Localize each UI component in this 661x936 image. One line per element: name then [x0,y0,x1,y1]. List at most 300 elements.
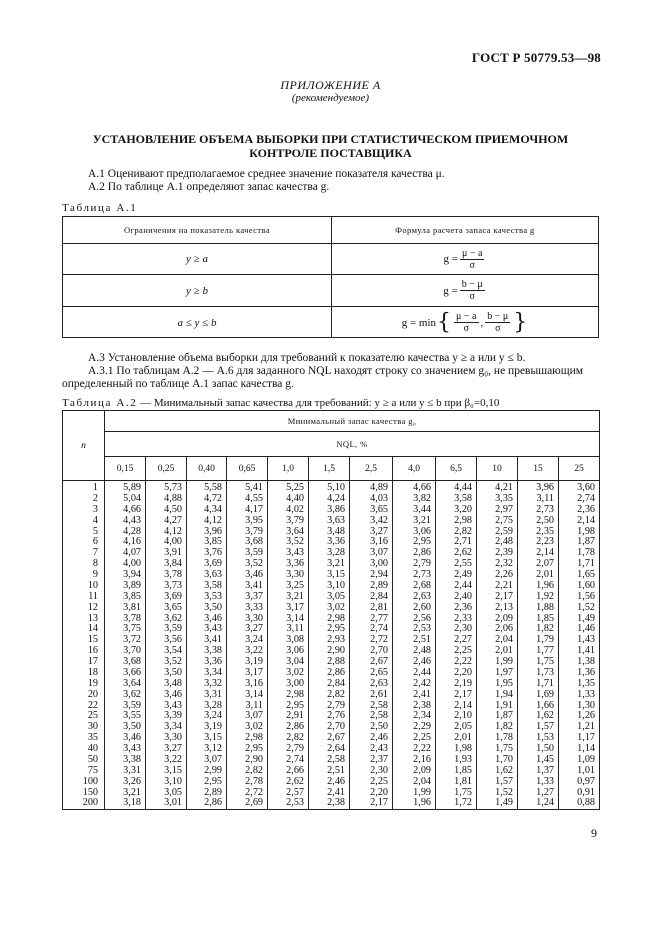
table-cell: 4,66 [393,481,436,494]
table-cell: 1,92 [518,592,559,603]
table-cell: 2,51 [309,766,350,777]
table-cell: 2,84 [309,679,350,690]
table-cell: 3,50 [146,668,187,679]
table-cell: 2,05 [436,722,477,733]
table-cell: 3,12 [187,744,227,755]
table-cell: 2,30 [350,766,393,777]
table-cell: 2,17 [436,690,477,701]
table-cell: 2,41 [393,690,436,701]
table-cell: 3,46 [146,690,187,701]
table-cell: 2,13 [477,603,518,614]
table-cell: 2,37 [350,755,393,766]
table-cell: 2,55 [436,559,477,570]
sample-size-cell: 4 [63,516,105,527]
table-cell: 1,66 [518,701,559,712]
table-cell: 3,79 [227,527,268,538]
table-cell: 3,58 [436,494,477,505]
table-cell: 2,81 [350,603,393,614]
table-cell: 1,72 [436,798,477,809]
table-cell: 3,38 [105,755,146,766]
table-cell: 1,75 [477,744,518,755]
table-cell: 2,44 [436,581,477,592]
table-cell: 2,86 [309,668,350,679]
appendix-subtitle: (рекомендуемое) [291,92,370,104]
table-cell: 3,10 [146,777,187,788]
table-cell: 3,00 [350,559,393,570]
table-cell: 3,02 [309,603,350,614]
paragraph-a31-line2: определенный по таблице А.1 запас качества g. [62,378,294,390]
table-cell: 1,01 [559,766,600,777]
sample-size-cell: 16 [63,646,105,657]
table-cell: 3,52 [268,537,309,548]
fraction-numerator: b − μ [487,311,509,322]
table-cell: 2,67 [309,733,350,744]
nql-column-header: 10 [477,457,518,481]
table-cell: 1,99 [393,788,436,799]
table-cell: 3,28 [187,701,227,712]
table-cell: 2,48 [393,646,436,657]
table-cell: 1,43 [559,635,600,646]
table-cell: 2,14 [518,548,559,559]
table-cell: 2,72 [350,635,393,646]
nql-column-header: 1,5 [309,457,350,481]
table-cell: 3,30 [146,733,187,744]
table-cell: 2,50 [518,516,559,527]
table-cell: 3,08 [268,635,309,646]
table-cell: 1,60 [559,581,600,592]
table-cell: 4,00 [105,559,146,570]
table-cell: 3,56 [146,635,187,646]
table-cell: 2,07 [518,559,559,570]
table-cell: 2,09 [393,766,436,777]
table-cell: 2,41 [309,788,350,799]
nql-column-header: 0,25 [146,457,187,481]
table-cell: 3,78 [105,614,146,625]
table-cell: 4,34 [187,505,227,516]
table-cell: 3,05 [146,788,187,799]
table-cell: 2,93 [309,635,350,646]
sample-size-cell: 22 [63,701,105,712]
table-cell: 2,36 [436,603,477,614]
table-cell: 4,43 [105,516,146,527]
table-cell: 2,74 [268,755,309,766]
table-cell: 2,97 [477,505,518,516]
table-cell: 3,73 [146,581,187,592]
table-cell: 2,88 [309,657,350,668]
table-cell: 2,79 [393,559,436,570]
table-cell: 3,55 [105,711,146,722]
sample-size-cell: 9 [63,570,105,581]
table-cell: 2,63 [350,679,393,690]
table-cell: 1,35 [559,679,600,690]
nql-column-header: 2,5 [350,457,393,481]
table-cell: 3,33 [227,603,268,614]
table-cell: 2,25 [393,733,436,744]
table-cell: 2,95 [227,744,268,755]
sample-size-cell: 10 [63,581,105,592]
table-cell: 1,53 [518,733,559,744]
table-cell: 2,73 [393,570,436,581]
table-cell: 3,86 [309,505,350,516]
section-title-line2: КОНТРОЛЕ ПОСТАВЩИКА [249,146,412,160]
formula-lhs: g = [443,253,458,265]
table-cell: 2,82 [309,690,350,701]
table-cell: 1,95 [477,679,518,690]
table-row [63,603,600,614]
min-quality-margin-header: Минимальный запас качества g₀ [105,411,600,432]
table-cell: 1,52 [559,603,600,614]
table-cell: 3,81 [105,603,146,614]
formula-fraction [460,279,485,302]
table-cell: 2,72 [227,788,268,799]
table-cell: 2,09 [477,614,518,625]
table-row [63,592,600,603]
table-cell: 3,07 [350,548,393,559]
sample-size-cell: 13 [63,614,105,625]
table-cell: 3,16 [350,537,393,548]
table-cell: 3,21 [268,592,309,603]
table-cell: 2,42 [393,679,436,690]
table-cell: 2,33 [436,614,477,625]
table-cell: 1,38 [559,657,600,668]
table-cell: 2,95 [393,537,436,548]
formula-fraction [454,311,478,334]
table-cell: 2,98 [268,690,309,701]
table-cell: 5,25 [268,481,309,494]
table-cell: 2,56 [393,614,436,625]
nql-column-header: 0,40 [187,457,227,481]
table-cell: 3,72 [105,635,146,646]
table-cell: 3,94 [105,570,146,581]
table-cell: 2,73 [518,505,559,516]
table-cell: 2,21 [477,581,518,592]
table-cell: 2,64 [309,744,350,755]
table-cell: 4,12 [146,527,187,538]
table-cell: 2,43 [350,744,393,755]
table-cell: 3,22 [227,646,268,657]
table-cell: 1,81 [436,777,477,788]
table-cell: 3,17 [227,668,268,679]
table-cell: 3,32 [187,679,227,690]
table-cell: 2,19 [436,679,477,690]
paragraph-a2: А.2 По таблице А.1 определяют запас качества g. [88,181,330,193]
table-cell: 3,02 [227,722,268,733]
table-cell: 1,99 [477,657,518,668]
table-cell: 1,62 [477,766,518,777]
fraction-numerator: b − μ [461,279,483,290]
sample-size-cell: 150 [63,788,105,799]
table-cell: 1,88 [518,603,559,614]
table-cell: 4,72 [187,494,227,505]
table-cell: 3,78 [146,570,187,581]
table-cell: 3,19 [187,722,227,733]
table-cell: 1,21 [559,722,600,733]
table-cell: 2,53 [393,624,436,635]
table1-formula [331,244,599,274]
table-cell: 2,66 [268,766,309,777]
table-cell: 2,69 [227,798,268,809]
table-cell: 3,46 [227,570,268,581]
table-cell: 3,37 [227,592,268,603]
table-cell: 2,26 [477,570,518,581]
table-cell: 2,79 [309,701,350,712]
right-brace-icon: } [513,309,528,335]
table-cell: 3,79 [268,516,309,527]
table-cell: 1,09 [559,755,600,766]
table-cell: 2,58 [309,755,350,766]
table-cell: 2,38 [309,798,350,809]
table1-formula [331,275,599,306]
table-cell: 2,77 [350,614,393,625]
table-cell: 2,82 [227,766,268,777]
table-cell: 1,93 [436,755,477,766]
table-cell: 4,44 [436,481,477,494]
table-cell: 2,01 [518,570,559,581]
table-cell: 1,70 [477,755,518,766]
sample-size-cell: 20 [63,690,105,701]
sample-size-cell: 3 [63,505,105,516]
nql-column-header: 0,65 [227,457,268,481]
table-cell: 3,27 [350,527,393,538]
table-cell: 3,19 [227,657,268,668]
sample-size-cell: 17 [63,657,105,668]
table-cell: 2,50 [350,722,393,733]
table-cell: 3,14 [268,614,309,625]
fraction-numerator: μ − a [456,311,477,322]
table-cell: 1,78 [477,733,518,744]
table-cell: 0,88 [559,798,600,809]
table2-caption-text: — Минимальный запас качества для требований: y ≥ a или y ≤ b при β₀=0,10 [137,397,500,409]
table-cell: 3,39 [146,711,187,722]
table-cell: 1,71 [559,559,600,570]
table-a1 [62,216,599,338]
table-cell: 2,86 [187,798,227,809]
formula-fraction [460,248,484,271]
table-cell: 2,65 [350,668,393,679]
table-cell: 3,52 [227,559,268,570]
table-cell: 1,78 [559,548,600,559]
table-cell: 2,17 [477,592,518,603]
sample-size-cell: 8 [63,559,105,570]
table-cell: 3,31 [105,766,146,777]
formula-lhs: g = [443,284,458,297]
sample-size-cell: 200 [63,798,105,809]
table-cell: 1,24 [518,798,559,809]
table-cell: 1,87 [559,537,600,548]
table-cell: 3,46 [105,733,146,744]
table-cell: 2,04 [477,635,518,646]
table-cell: 3,36 [187,657,227,668]
nql-column-header: 0,15 [105,457,146,481]
sample-size-cell: 100 [63,777,105,788]
table-cell: 3,14 [227,690,268,701]
table-cell: 1,85 [436,766,477,777]
nql-column-header: 15 [518,457,559,481]
table-cell: 1,96 [393,798,436,809]
table-cell: 2,46 [393,657,436,668]
paragraph-a31-line1: А.3.1 По таблицам А.2 — А.6 для заданного NQL находят строку со значением g₀, не превышающим [88,365,584,377]
sample-size-cell: 7 [63,548,105,559]
table-cell: 3,50 [105,722,146,733]
table-cell: 3,21 [105,788,146,799]
table-cell: 2,44 [393,668,436,679]
table-cell: 2,98 [436,516,477,527]
table-cell: 2,35 [518,527,559,538]
table-cell: 1,57 [477,777,518,788]
sample-size-cell: 14 [63,624,105,635]
table-cell: 3,76 [187,548,227,559]
sample-size-cell: 35 [63,733,105,744]
table-cell: 1,82 [477,722,518,733]
table-cell: 3,22 [146,755,187,766]
table-cell: 3,85 [187,537,227,548]
table-cell: 3,36 [309,537,350,548]
table-cell: 2,34 [393,711,436,722]
table-cell: 4,16 [105,537,146,548]
table-cell: 3,34 [146,722,187,733]
appendix-title: ПРИЛОЖЕНИЕ А [280,78,381,92]
section-title [60,132,601,160]
table-cell: 3,35 [477,494,518,505]
table-cell: 1,79 [518,635,559,646]
table-cell: 1,37 [518,766,559,777]
table-cell: 5,89 [105,481,146,494]
table-cell: 1,49 [477,798,518,809]
table-cell: 3,63 [309,516,350,527]
table-cell: 3,64 [105,679,146,690]
table-cell: 2,90 [309,646,350,657]
table-cell: 3,34 [187,668,227,679]
table-cell: 2,32 [477,559,518,570]
table-cell: 2,63 [393,592,436,603]
table-cell: 2,20 [350,788,393,799]
table-a2 [62,410,600,810]
table-cell: 2,98 [227,733,268,744]
table-cell: 2,76 [309,711,350,722]
fraction-denominator: σ [469,291,475,302]
table-cell: 3,48 [146,679,187,690]
table-cell: 5,41 [227,481,268,494]
sample-size-cell: 30 [63,722,105,733]
table-cell: 1,50 [518,744,559,755]
table-cell: 2,29 [393,722,436,733]
table-cell: 3,62 [105,690,146,701]
table-cell: 2,86 [393,548,436,559]
table-cell: 3,85 [105,592,146,603]
table-cell: 1,17 [559,733,600,744]
table-cell: 1,98 [436,744,477,755]
table1-caption: Таблица А.1 [62,202,138,214]
table-cell: 2,67 [350,657,393,668]
table-cell: 2,51 [393,635,436,646]
table-cell: 2,95 [309,624,350,635]
table-cell: 3,63 [187,570,227,581]
sample-size-cell: 5 [63,527,105,538]
sample-size-cell: 18 [63,668,105,679]
table-cell: 2,53 [268,798,309,809]
table1-col1-header: Ограничения на показатель качества [123,225,271,235]
table-cell: 3,52 [146,657,187,668]
table-cell: 3,31 [187,690,227,701]
table-row [63,777,600,788]
table-cell: 1,94 [477,690,518,701]
table-cell: 3,69 [187,559,227,570]
table-cell: 3,20 [436,505,477,516]
table-cell: 1,73 [518,668,559,679]
table-cell: 3,43 [105,744,146,755]
table-cell: 3,11 [268,624,309,635]
table-cell: 3,16 [227,679,268,690]
table-cell: 5,10 [309,481,350,494]
table-cell: 4,00 [146,537,187,548]
nql-header: NQL, % [105,432,600,457]
table-cell: 1,82 [518,624,559,635]
table-cell: 3,04 [268,657,309,668]
fraction-denominator: σ [469,259,475,271]
table-cell: 3,53 [187,592,227,603]
table2-caption-prefix: Таблица А.2 [62,397,138,409]
table-cell: 1,75 [518,657,559,668]
table1-condition: y ≥ a [186,253,208,265]
table-cell: 4,07 [105,548,146,559]
table-row [63,798,600,809]
table-cell: 3,27 [146,744,187,755]
table-cell: 2,01 [477,646,518,657]
sample-size-cell: 15 [63,635,105,646]
table-cell: 4,12 [187,516,227,527]
table-cell: 2,74 [559,494,600,505]
table-cell: 3,24 [227,635,268,646]
table-cell: 2,06 [477,624,518,635]
sample-size-cell: 1 [63,481,105,494]
table-cell: 1,91 [477,701,518,712]
table-cell: 1,56 [559,592,600,603]
paragraph-a1: А.1 Оценивают предполагаемое среднее значение показателя качества μ. [88,168,445,180]
section-title-line1: УСТАНОВЛЕНИЕ ОБЪЕМА ВЫБОРКИ ПРИ СТАТИСТИЧЕСКОМ ПРИЕМОЧНОМ [92,132,569,146]
table-cell: 3,21 [309,559,350,570]
table-cell: 2,82 [268,733,309,744]
table1-formula [331,307,599,338]
table-cell: 3,70 [105,646,146,657]
table-cell: 2,25 [436,646,477,657]
sample-size-cell: 12 [63,603,105,614]
table-cell: 2,22 [436,657,477,668]
table-cell: 2,14 [436,701,477,712]
sample-size-cell: 11 [63,592,105,603]
table-row [63,505,600,516]
table-cell: 1,26 [559,711,600,722]
table-cell: 1,65 [559,570,600,581]
paragraph-a3: А.3 Установление объема выборки для требований к показателю качества y ≥ a или y ≤ b. [88,352,526,364]
table-cell: 2,36 [559,505,600,516]
table-cell: 2,14 [559,516,600,527]
table-cell: 3,05 [309,592,350,603]
sample-size-cell: 75 [63,766,105,777]
table-cell: 4,89 [350,481,393,494]
table-cell: 2,49 [436,570,477,581]
table-cell: 3,24 [187,711,227,722]
table-cell: 2,95 [187,777,227,788]
sample-size-cell: 19 [63,679,105,690]
table-cell: 1,57 [518,722,559,733]
table-cell: 1,98 [559,527,600,538]
table-cell: 4,40 [268,494,309,505]
table-cell: 2,01 [436,733,477,744]
table-cell: 3,01 [146,798,187,809]
table-cell: 3,10 [309,581,350,592]
table-cell: 2,39 [477,548,518,559]
table-cell: 1,49 [559,614,600,625]
